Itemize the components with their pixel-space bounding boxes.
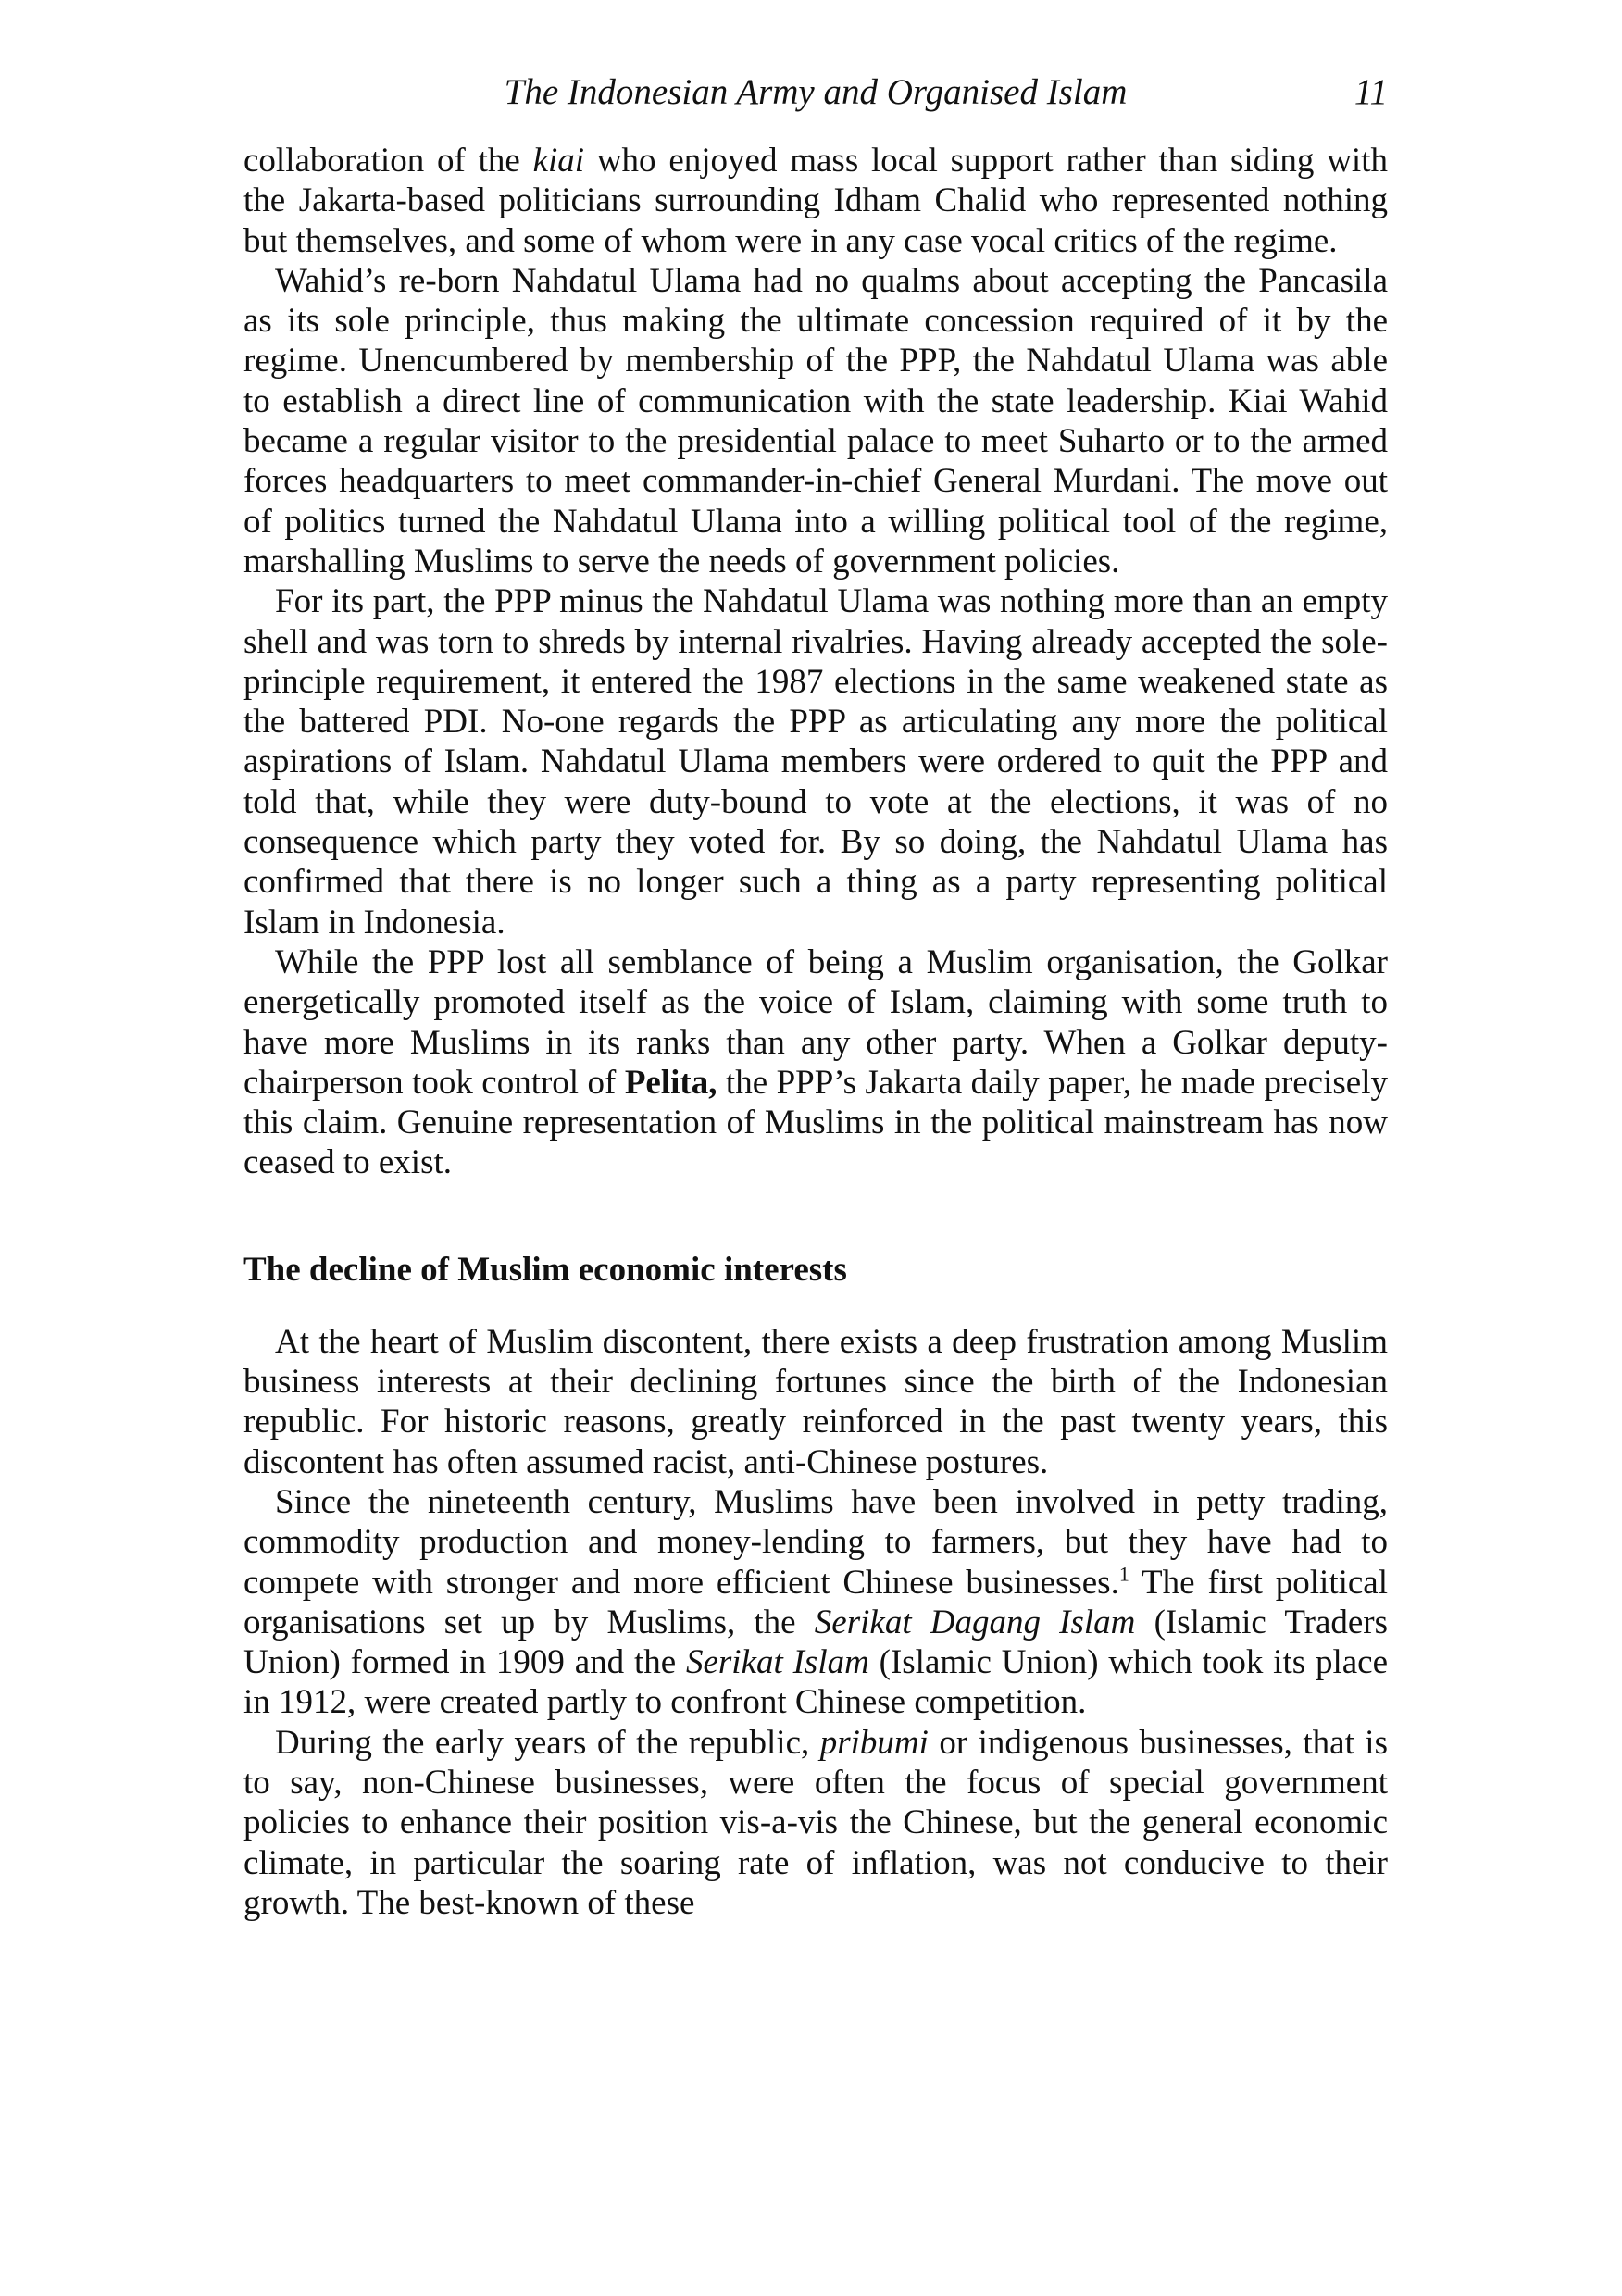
paragraph-7: [243, 1723, 1388, 1923]
paragraph-2: Wahid’s re-born Nahdatul Ulama had no qualms about accepting the Pancasila as its sole principle, thus making the ultimate concession required of it by the regime. Unencumbered by membership of the PPP, the Nahdatul Ulama was able to establish a direct line of communication with the state leadership. Kiai Wahid became a regular visitor to the presidential palace to meet Suharto or to the armed forces headquarters to meet commander-in-chief General Murdani. The move out of politics turned the Nahdatul Ulama into a willing political tool of the regime, marshalling Muslims to serve the needs of government policies.: [243, 261, 1388, 580]
paragraph-1-text-b: who enjoyed mass local support rather than siding with the Jakarta-based politicians surrounding Idham Chalid who represented nothing but themselves, and some of whom were in any case vocal critics of the regime.: [243, 142, 1388, 260]
paragraph-4: [243, 942, 1388, 1183]
section-heading: The decline of Muslim economic interests: [243, 1250, 847, 1289]
paragraph-4-text-b: the PPP’s Jakarta daily paper, he made precisely this claim. Genuine representation of Muslims in the political mainstream has now ceased to exist.: [243, 1063, 1388, 1182]
paragraph-1: [243, 141, 1388, 261]
paragraph-3: For its part, the PPP minus the Nahdatul Ulama was nothing more than an empty shell and was torn to shreds by internal rivalries. Having already accepted the sole-principle requirement, it entered the 1987 elections in the same weakened state as the battered PDI. No-one regards the PPP as articulating any more the political aspirations of Islam. Nahdatul Ulama members were ordered to quit the PPP and told that, while they were duty-bound to vote at the elections, it was of no consequence which party they voted for. By so doing, the Nahdatul Ulama has confirmed that there is no longer such a thing as a party representing political Islam in Indonesia.: [243, 582, 1388, 942]
kiai-term: kiai: [532, 142, 585, 180]
running-title: The Indonesian Army and Organised Islam: [504, 72, 1128, 112]
paragraph-7-text-b: or indigenous businesses, that is to say, non-Chinese businesses, were often the focus of special government policies to enhance their position vis-a-vis the Chinese, but the general economic climate, in particular the soaring rate of inflation, was not conducive to their growth. The best-known of these: [243, 1723, 1388, 1922]
paragraph-6-text-d: (Islamic Union) which took its place in 1912, were created partly to confront Chinese competition.: [243, 1643, 1388, 1722]
paragraph-6-text-b: The first political organisations set up by Muslims, the: [243, 1563, 1388, 1641]
running-head: [243, 65, 1388, 120]
pelita-title: Pelita,: [624, 1063, 717, 1102]
serikat-islam-term: Serikat Islam: [685, 1643, 869, 1682]
serikat-dagang-islam-term: Serikat Dagang Islam: [814, 1603, 1136, 1641]
footnote-marker: 1: [1118, 1562, 1129, 1586]
paragraph-5: At the heart of Muslim discontent, there exists a deep frustration among Muslim business interests at their declining fortunes since the birth of the Indonesian republic. For historic reasons, greatly reinforced in the past twenty years, this discontent has often assumed racist, anti-Chinese postures.: [243, 1322, 1388, 1481]
body-text: [243, 141, 1388, 1923]
pribumi-term: pribumi: [819, 1723, 929, 1762]
page-number: 11: [1354, 72, 1388, 112]
paragraph-4-text-a: While the PPP lost all semblance of being a Muslim organisation, the Golkar energetically promoted itself as the voice of Islam, claiming with some truth to have more Muslims in its ranks than any other party. When a Golkar deputy-chairperson took control of: [243, 942, 1388, 1102]
book-page: [243, 65, 1388, 1923]
paragraph-6-text-a: Since the nineteenth century, Muslims have been involved in petty trading, commodity production and money-lending to farmers, but they have had to compete with stronger and more efficient Chinese businesses.: [243, 1482, 1388, 1602]
paragraph-6: [243, 1482, 1388, 1723]
paragraph-1-text-a: collaboration of the: [243, 142, 533, 180]
paragraph-6-text-c: (Islamic Traders Union) formed in 1909 and the: [243, 1603, 1389, 1682]
paragraph-7-text-a: During the early years of the republic,: [275, 1723, 820, 1762]
